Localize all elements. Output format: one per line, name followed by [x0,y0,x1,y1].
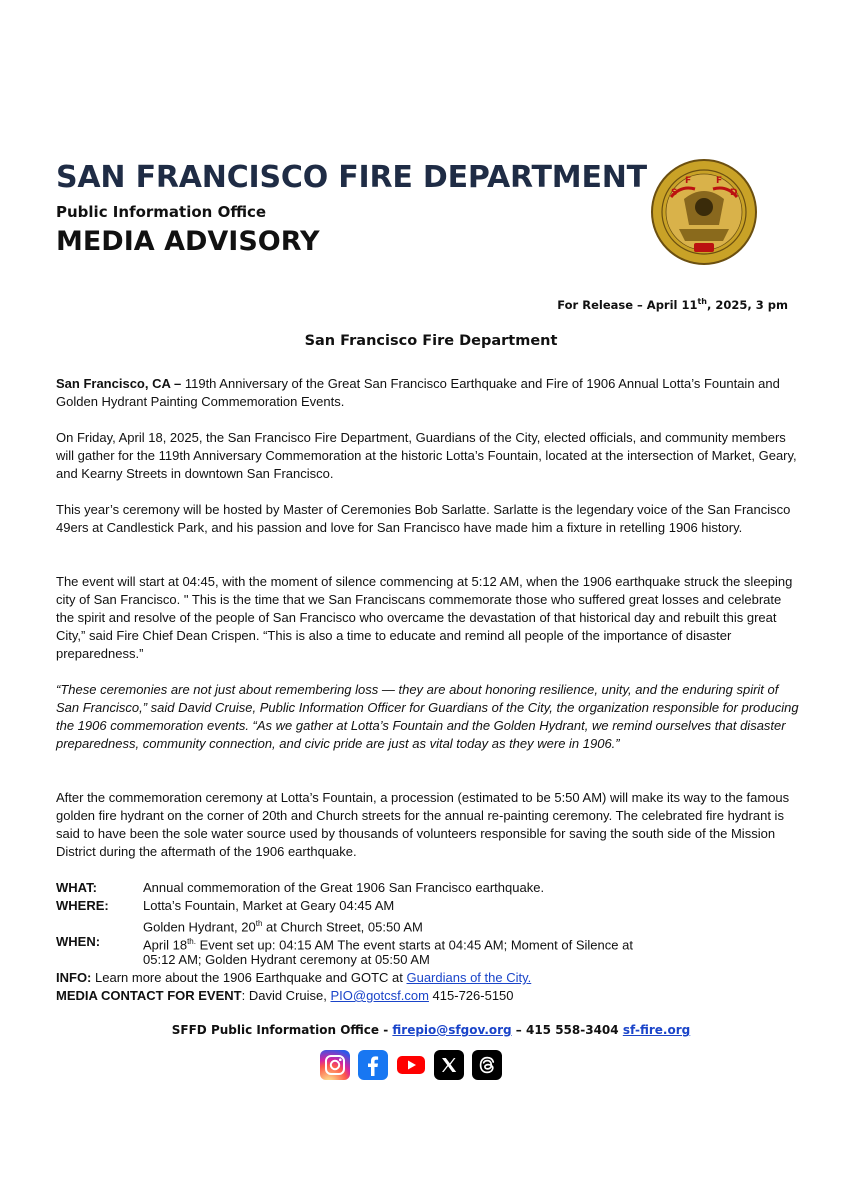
center-title: San Francisco Fire Department [304,333,558,349]
where-label: WHERE: [56,898,109,913]
paragraph-gathering: On Friday, April 18, 2025, the San Francisco Fire Department, Guardians of the City, elected officials, and community members will gather for the 119th Anniversary Commemoration at the historic Lotta’s Fountain, located at the intersection of Market, Geary, and Kearny Streets in downtown San Francisco. [56,430,797,481]
youtube-icon[interactable] [396,1050,426,1080]
when-line1-sup: th. [187,937,196,946]
contact-line [56,987,514,1005]
info-text: Learn more about the 1906 Earthquake and GOTC at [91,970,407,985]
facebook-icon[interactable] [358,1050,388,1080]
intro-text: 119th Anniversary of the Great San Francisco Earthquake and Fire of 1906 Annual Lotta’s Fountain and Golden Hydrant Painting Commemoration Events. [56,376,780,409]
seal-letter-d: D [730,188,738,198]
when-label: WHEN: [56,934,101,949]
where-row [56,897,806,915]
footer-contact [0,1023,862,1037]
instagram-icon[interactable] [320,1050,350,1080]
release-prefix: For Release – April 11 [557,297,698,312]
release-sup: th [697,297,708,306]
when-value-line2: 05:12 AM; Golden Hydrant ceremony at 05:50 AM [143,952,430,967]
contact-name: : David Cruise, [241,988,331,1003]
when-line1-a: April 18 [143,937,188,953]
what-label: WHAT: [56,880,97,895]
advisory-title: MEDIA ADVISORY [56,226,320,257]
intro-dateline: San Francisco, CA – [56,376,182,391]
when-row [56,933,806,951]
where-line2-a: Golden Hydrant, 20 [143,919,256,935]
threads-icon[interactable] [472,1050,502,1080]
paragraph-procession: After the commemoration ceremony at Lotta’s Fountain, a procession (estimated to be 5:50 AM) will make its way to the famous golden fire hydrant on the corner of 20th and Church streets for the annual re-painting ceremony. The celebrated fire hydrant is said to have been the sole water source used by thousands of volunteers responsible for saving the south side of the Mission District during the aftermath of the 1906 earthquake. [56,790,790,859]
where-value-line1: Lotta’s Fountain, Market at Geary 04:45 AM [143,898,395,913]
release-date [557,297,788,312]
paragraph-quote: “These ceremonies are not just about remembering loss — they are about honoring resilience, unity, and the enduring spirit of San Francisco,” said David Cruise, Public Information Officer for Guardians of the City, the organization responsible for producing the 1906 commemoration events. “As we gather at Lotta’s Fountain and the Golden Hydrant, we remind ourselves that disaster preparedness, community connection, and civic pride are just as vital today as they were in 1906.” [56,682,799,751]
paragraph-host: This year’s ceremony will be hosted by Master of Ceremonies Bob Sarlatte. Sarlatte is the legendary voice of the San Francisco 49ers at Candlestick Park, and his passion and love for San Francisco have made him a fixture in retelling 1906 history. [56,502,791,535]
seal-letter-f1: F [685,176,692,186]
info-row [56,969,806,987]
seal-letter-s1: S [671,188,678,198]
paragraph-event-start: The event will start at 04:45, with the moment of silence commencing at 5:12 AM, when the 1906 earthquake struck the sleeping city of San Francisco. " This is the time that we San Franciscans commemorate those who suffered great losses and celebrate the spirit and resolve of the people of San Francisco who overcame the devastation of that historical day and rebuilt this great City,” said Fire Chief Dean Crispen. “This is also a time to educate and remind all people of the importance of disaster preparedness.” [56,574,793,661]
footer-phone: – 415 558-3404 [511,1023,623,1037]
what-row [56,879,806,897]
x-icon[interactable] [434,1050,464,1080]
event-details [56,879,806,1005]
contact-row [56,987,806,1005]
footer-office: SFFD Public Information Office - [171,1023,393,1037]
contact-email-link[interactable]: PIO@gotcsf.com [330,988,429,1003]
what-value: Annual commemoration of the Great 1906 San Francisco earthquake. [143,880,545,895]
where-line2-b: at Church Street, 05:50 AM [262,919,423,935]
contact-label: MEDIA CONTACT FOR EVENT [56,988,242,1003]
social-links [320,1050,502,1080]
guardians-link[interactable]: Guardians of the City. [406,970,532,985]
when-line1-b: Event set up: 04:15 AM The event starts at 04:45 AM; Moment of Silence at [195,937,633,953]
contact-phone: 415-726-5150 [428,988,514,1003]
info-label: INFO: [56,970,92,985]
where-row-continued [56,915,806,933]
where-line2-sup: th [255,919,263,928]
info-line [56,969,531,987]
department-title: SAN FRANCISCO FIRE DEPARTMENT [56,160,647,195]
seal-letter-f2: F [716,176,723,186]
footer-site-link[interactable]: sf-fire.org [622,1023,691,1037]
footer-email-link[interactable]: firepio@sfgov.org [392,1023,512,1037]
paragraph-intro [56,375,800,411]
release-suffix: , 2025, 3 pm [707,297,788,312]
when-row-continued [56,951,806,969]
office-subtitle: Public Information Office [56,203,267,221]
sffd-seal-logo [651,159,757,265]
